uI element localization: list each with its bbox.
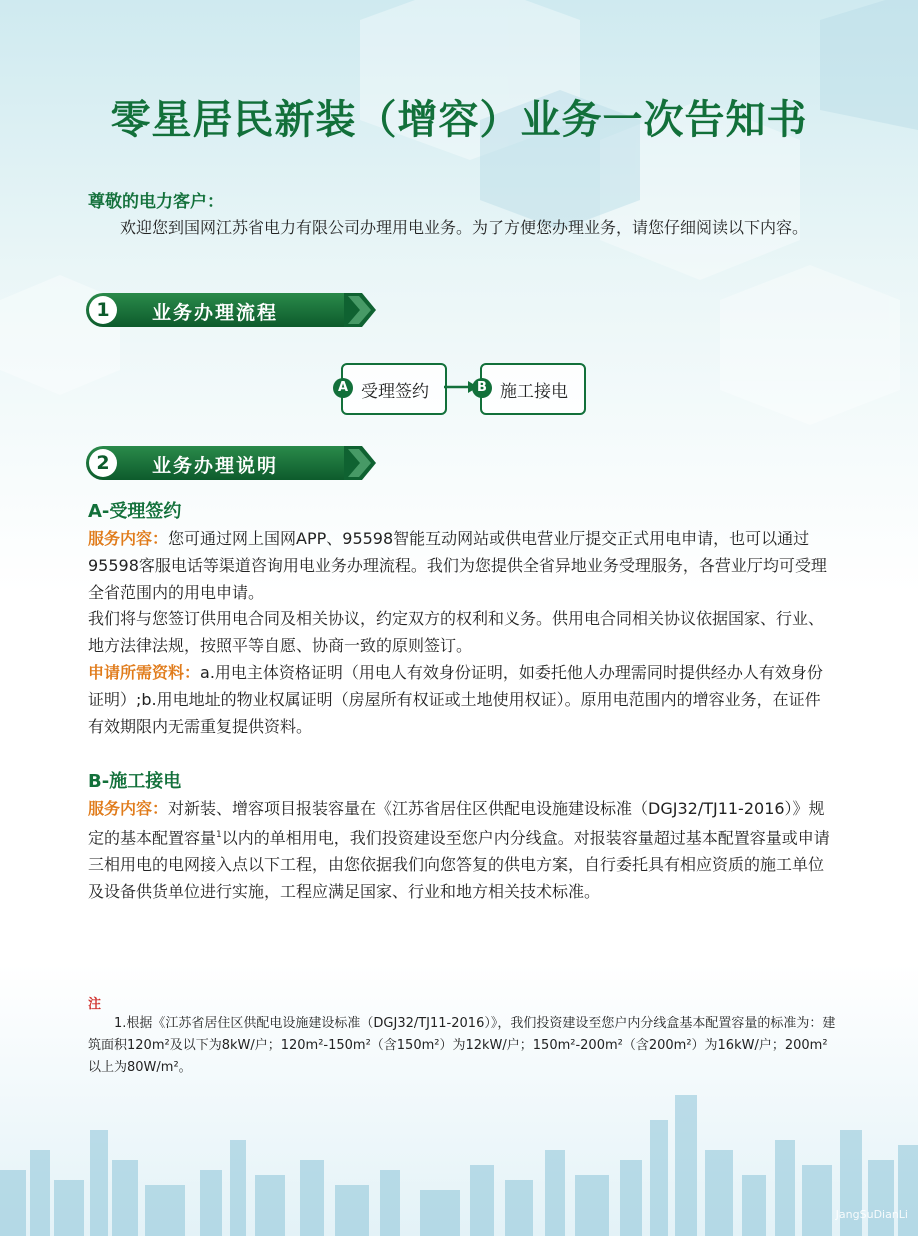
intro-paragraph: 欢迎您到国网江苏省电力有限公司办理用电业务。为了方便您办理业务，请您仔细阅读以下内容。 xyxy=(120,218,809,237)
watermark: JangSuDianLi xyxy=(835,1208,908,1221)
paragraph-text: 对新装、增容项目报装容量在《江苏省居住区供配电设施建设标准（DGJ32/TJ11-2016）》规定的基本配置容量 xyxy=(88,799,825,848)
chevron-right-icon xyxy=(344,293,378,327)
part-b-heading: B-施工接电 xyxy=(88,771,182,792)
section-title: 业务办理流程 xyxy=(152,302,279,324)
section-2-header xyxy=(86,446,376,480)
note-text: 1.根据《江苏省居住区供配电设施建设标准（DGJ32/TJ11-2016）》，我们投资建设至您户内分线盒基本配置容量的标准为：建筑面积120m²及以下为8kW/户；120m²-150m²（含150m²）为12kW/户；150m²-200m²（含200m²）为16kW/户；200m²以上为80W/m²。 xyxy=(88,1016,836,1075)
flow-step-a xyxy=(337,363,447,415)
part-a-materials-paragraph xyxy=(88,659,836,740)
section-title: 业务办理说明 xyxy=(152,455,279,477)
section-number: 1 xyxy=(89,296,117,324)
note-label: 注 xyxy=(88,997,102,1012)
highlight-label: 服务内容： xyxy=(88,799,169,818)
part-a-contract-paragraph: 我们将与您签订供用电合同及相关协议，约定双方的权利和义务。供用电合同相关协议依据国家、行业、地方法律法规，按照平等自愿、协商一致的原则签订。 xyxy=(88,609,825,655)
paragraph-text: 以内的单相用电，我们投资建设至您户内分线盒。对报装容量超过基本配置容量或申请三相用电的电网接入点以下工程，由您依据我们向您答复的供电方案，自行委托具有相应资质的施工单位及设备供货单位进行实施，工程应满足国家、行业和地方相关技术标准。 xyxy=(88,828,830,902)
highlight-label: 申请所需资料： xyxy=(88,663,201,682)
section-number: 2 xyxy=(89,449,117,477)
flow-step-b xyxy=(477,363,586,415)
page-title: 零星居民新装（增容）业务一次告知书 xyxy=(110,97,808,143)
section-1-header xyxy=(86,293,376,327)
part-a-service-paragraph xyxy=(88,525,836,606)
part-b-service-paragraph xyxy=(88,795,836,905)
part-a-heading: A-受理签约 xyxy=(88,501,182,522)
footnote-marker: 1 xyxy=(216,830,222,840)
highlight-label: 服务内容： xyxy=(88,529,169,548)
step-letter: A xyxy=(333,378,353,398)
step-letter: B xyxy=(472,378,492,398)
salutation: 尊敬的电力客户： xyxy=(88,192,224,212)
step-label: 受理签约 xyxy=(361,382,429,402)
paragraph-text: a.用电主体资格证明（用电人有效身份证明，如委托他人办理需同时提供经办人有效身份证明）;b.用电地址的物业权属证明（房屋所有权证或土地使用权证）。原用电范围内的增容业务，在证件有效期限内无需重复提供资料。 xyxy=(88,663,823,736)
paragraph-text: 您可通过网上国网APP、95598智能互动网站或供电营业厅提交正式用电申请，也可以通过95598客服电话等渠道咨询用电业务办理流程。我们为您提供全省异地业务受理服务，各营业厅均可受理全省范围内的用电申请。 xyxy=(88,529,827,602)
step-label: 施工接电 xyxy=(500,382,568,402)
chevron-right-icon xyxy=(344,446,378,480)
